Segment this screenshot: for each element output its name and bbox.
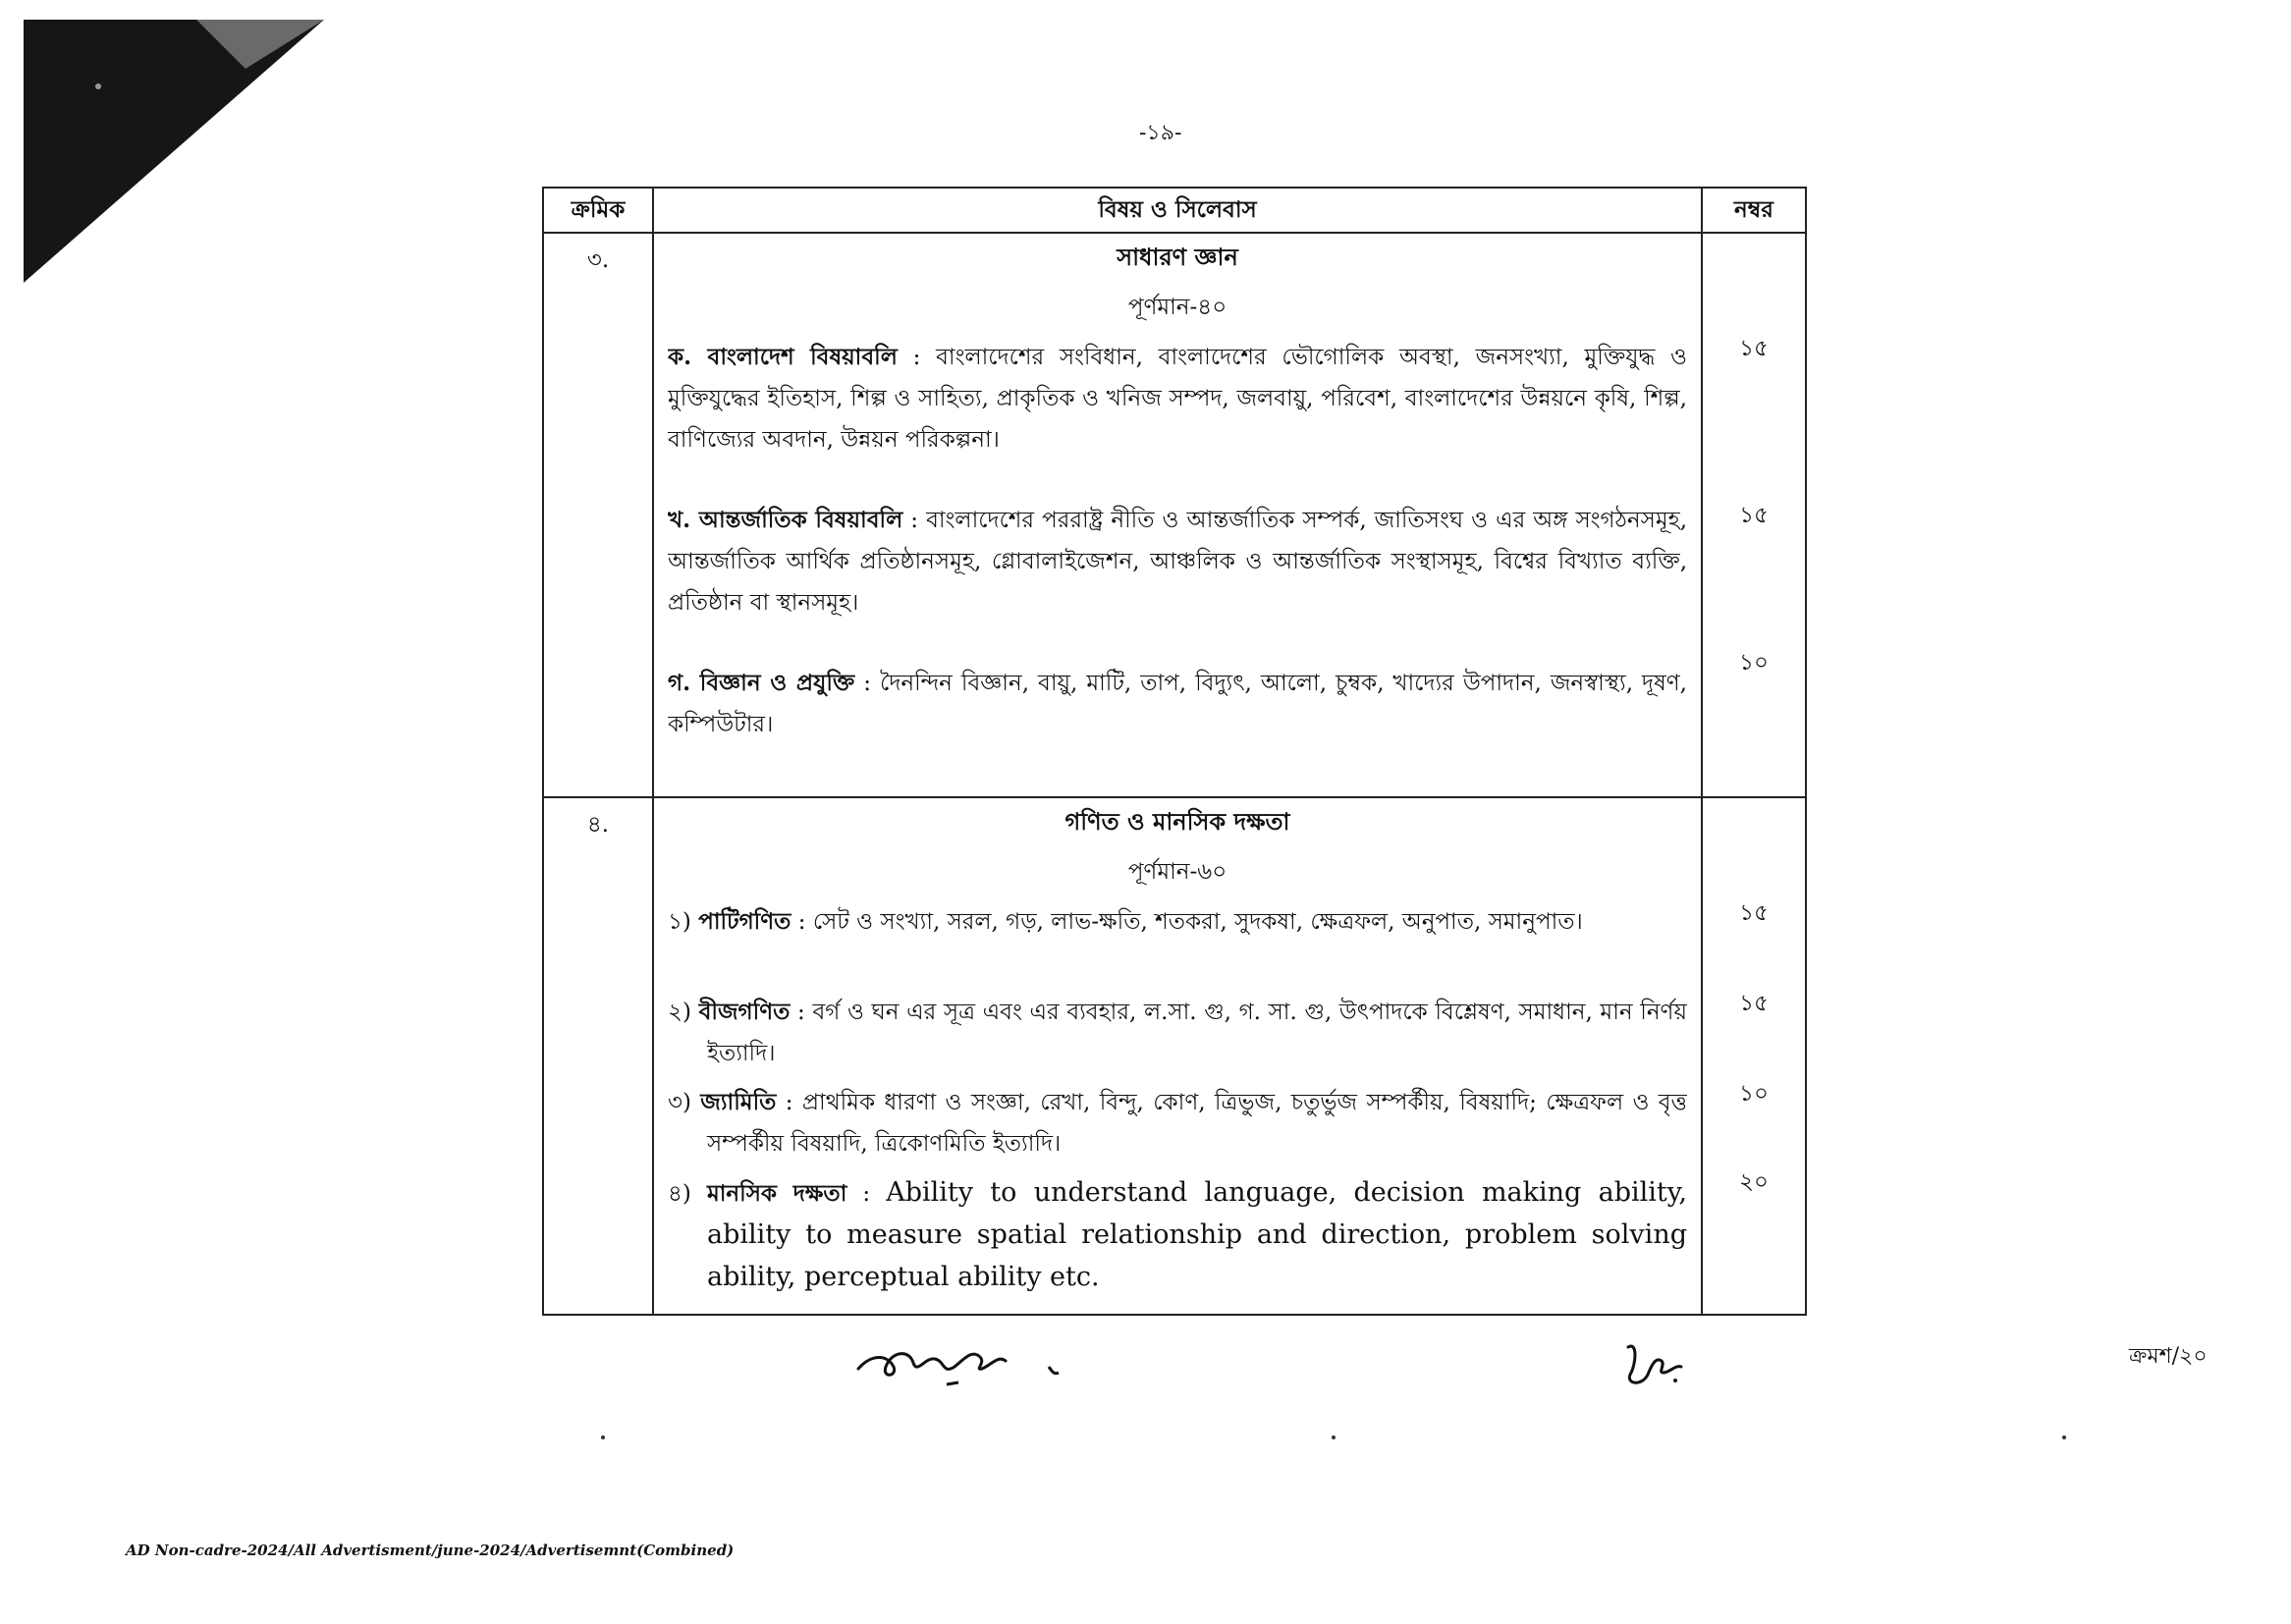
subsection-heading: ক. বাংলাদেশ বিষয়াবলি — [668, 344, 898, 370]
subsection-text: বাংলাদেশের পররাষ্ট্র নীতি ও আন্তর্জাতিক সম্পর্ক, জাতিসংঘ ও এর অঙ্গ সংগঠনসমূহ, আন্তর্জাতিক আর্থিক প্রতিষ্ঠানসমূহ, গ্লোবালাইজেশন, আঞ্চলিক ও আন্তর্জাতিক সংস্থাসমূহ, বিশ্বের বিখ্যাত ব্যক্তি, প্রতিষ্ঠান বা স্থানসমূহ। — [668, 508, 1687, 616]
item-number: ৩) — [668, 1090, 691, 1115]
marks-value: ১০ — [1739, 650, 1769, 676]
full-marks: পূর্ণমান-৪০ — [1127, 295, 1227, 320]
subsection-science-technology: গ. বিজ্ঞান ও প্রযুক্তি : দৈনন্দিন বিজ্ঞান, বায়ু, মাটি, তাপ, বিদ্যুৎ, আলো, চুম্বক, খাদ্যের উপাদান, জনস্বাস্থ্য, দূষণ, কম্পিউটার। — [668, 670, 1687, 737]
item-heading: বীজগণিত — [698, 999, 791, 1025]
full-marks: পূর্ণমান-৬০ — [1127, 859, 1227, 885]
header-subject: বিষয় ও সিলেবাস — [653, 188, 1702, 233]
header-serial: ক্রমিক — [543, 188, 653, 233]
marks-value: ১৫ — [1739, 991, 1769, 1016]
subsection-text: দৈনন্দিন বিজ্ঞান, বায়ু, মাটি, তাপ, বিদ্যুৎ, আলো, চুম্বক, খাদ্যের উপাদান, জনস্বাস্থ্য, দূষণ, কম্পিউটার। — [668, 671, 1687, 737]
scan-corner-shadow — [0, 0, 334, 295]
item-heading: পাটিগণিত — [698, 908, 791, 935]
subsection-bangladesh-affairs: ক. বাংলাদেশ বিষয়াবলি : বাংলাদেশের সংবিধান, বাংলাদেশের ভৌগোলিক অবস্থা, জনসংখ্যা, মুক্তিযুদ্ধ ও মুক্তিযুদ্ধের ইতিহাস, শিল্প ও সাহিত্য, প্রাকৃতিক ও খনিজ সম্পদ, জলবায়ু, পরিবেশ, বাংলাদেশের উন্নয়নে কৃষি, শিল্প, বাণিজ্যের অবদান, উন্নয়ন পরিকল্পনা। — [668, 344, 1687, 453]
subsection-text: বাংলাদেশের সংবিধান, বাংলাদেশের ভৌগোলিক অবস্থা, জনসংখ্যা, মুক্তিযুদ্ধ ও মুক্তিযুদ্ধের ইতিহাস, শিল্প ও সাহিত্য, প্রাকৃতিক ও খনিজ সম্পদ, জলবায়ু, পরিবেশ, বাংলাদেশের উন্নয়নে কৃষি, শিল্প, বাণিজ্যের অবদান, উন্নয়ন পরিকল্পনা। — [668, 345, 1687, 453]
serial-cell: ৪. — [543, 797, 653, 1315]
syllabus-cell — [653, 233, 1702, 797]
item-number: ৪) — [668, 1181, 691, 1207]
page-number: -১৯- — [1139, 121, 1182, 145]
item-text: Ability to understand language, decision making ability, ability to measure spatial relationship and direction, problem solving ability, perceptual ability etc. — [707, 1177, 1687, 1292]
section-title: গণিত ও মানসিক দক্ষতা — [1064, 807, 1290, 836]
subsection-heading: খ. আন্তর্জাতিক বিষয়াবলি — [668, 507, 903, 533]
item-number: ২) — [668, 1000, 691, 1025]
subsection-heading: গ. বিজ্ঞান ও প্রযুক্তি — [668, 670, 855, 696]
marks-value: ১৫ — [1739, 900, 1769, 926]
table-header-row — [543, 188, 1806, 233]
marks-value: ১৫ — [1739, 336, 1769, 361]
scan-speck — [1332, 1435, 1336, 1439]
signature-left — [852, 1327, 1068, 1396]
marks-value: ২০ — [1739, 1169, 1769, 1195]
footer-file-path: AD Non-cadre-2024/All Advertisment/june-2024/Advertisemnt(Combined) — [126, 1542, 735, 1559]
signature-right — [1618, 1335, 1697, 1394]
header-marks: নম্বর — [1702, 188, 1806, 233]
marks-value: ১০ — [1739, 1081, 1769, 1107]
serial-cell: ৩. — [543, 233, 653, 797]
subsection-international-affairs: খ. আন্তর্জাতিক বিষয়াবলি : বাংলাদেশের পররাষ্ট্র নীতি ও আন্তর্জাতিক সম্পর্ক, জাতিসংঘ ও এর অঙ্গ সংগঠনসমূহ, আন্তর্জাতিক আর্থিক প্রতিষ্ঠানসমূহ, গ্লোবালাইজেশন, আঞ্চলিক ও আন্তর্জাতিক সংস্থাসমূহ, বিশ্বের বিখ্যাত ব্যক্তি, প্রতিষ্ঠান বা স্থানসমূহ। — [668, 507, 1687, 616]
scan-speck — [601, 1435, 605, 1439]
table-row-general-knowledge — [543, 233, 1806, 797]
item-text: প্রাথমিক ধারণা ও সংজ্ঞা, রেখা, বিন্দু, কোণ, ত্রিভুজ, চতুর্ভুজ সম্পর্কীয়, বিষয়াদি; ক্ষেত্রফল ও বৃত্ত সম্পর্কীয় বিষয়াদি, ত্রিকোণমিতি ইত্যাদি। — [707, 1090, 1687, 1157]
item-text: সেট ও সংখ্যা, সরল, গড়, লাভ-ক্ষতি, শতকরা, সুদকষা, ক্ষেত্রফল, অনুপাত, সমানুপাত। — [812, 909, 1583, 935]
item-heading: মানসিক দক্ষতা — [706, 1180, 847, 1207]
item-algebra: ২) বীজগণিত : বর্গ ও ঘন এর সূত্র এবং এর ব্যবহার, ল.সা. গু, গ. সা. গু, উৎপাদকে বিশ্লেষণ, সমাধান, মান নির্ণয় ইত্যাদি। — [668, 999, 1687, 1066]
scan-speck — [2062, 1435, 2066, 1439]
marks-value: ১৫ — [1739, 503, 1769, 528]
item-heading: জ্যামিতি — [700, 1089, 777, 1115]
item-geometry: ৩) জ্যামিতি : প্রাথমিক ধারণা ও সংজ্ঞা, রেখা, বিন্দু, কোণ, ত্রিভুজ, চতুর্ভুজ সম্পর্কীয়, বিষয়াদি; ক্ষেত্রফল ও বৃত্ত সম্পর্কীয় বিষয়াদি, ত্রিকোণমিতি ইত্যাদি। — [668, 1089, 1687, 1157]
item-number: ১) — [668, 909, 691, 935]
item-arithmetic: ১) পাটিগণিত : সেট ও সংখ্যা, সরল, গড়, লাভ-ক্ষতি, শতকরা, সুদকষা, ক্ষেত্রফল, অনুপাত, সমানুপাত। — [668, 908, 1583, 935]
marks-cell — [1702, 233, 1806, 797]
item-mental-ability: ৪) মানসিক দক্ষতা : Ability to understand language, decision making ability, ability to measure spatial relationship and direction, problem solving ability, perceptual ability etc. — [668, 1177, 1687, 1292]
marks-cell — [1702, 797, 1806, 1315]
syllabus-table — [542, 187, 1807, 1316]
table-row-math-mental-ability — [543, 797, 1806, 1315]
section-title: সাধারণ জ্ঞান — [1117, 243, 1238, 271]
syllabus-cell — [653, 797, 1702, 1315]
item-text: বর্গ ও ঘন এর সূত্র এবং এর ব্যবহার, ল.সা. গু, গ. সা. গু, উৎপাদকে বিশ্লেষণ, সমাধান, মান নির্ণয় ইত্যাদি। — [707, 1000, 1687, 1066]
continuation-label: ক্রমশ/২০ — [2129, 1344, 2208, 1369]
